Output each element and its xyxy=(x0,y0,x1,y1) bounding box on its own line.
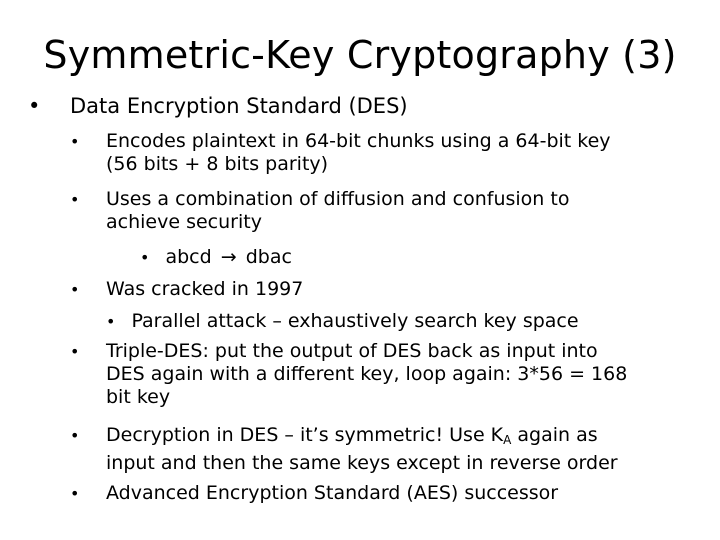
text-line: Advanced Encryption Standard (AES) successor xyxy=(106,482,559,504)
bullet-marker: • xyxy=(70,342,80,361)
bullet-marker: • xyxy=(70,190,80,209)
sub-bullet-text xyxy=(106,278,716,301)
text-line: bit key xyxy=(106,386,171,408)
sub-bullet-text xyxy=(106,130,716,176)
sub-sub-bullet-parallel-attack xyxy=(106,310,579,333)
bullet-marker: • xyxy=(70,280,80,299)
example-output: dbac xyxy=(245,246,292,268)
text-line: achieve security xyxy=(106,211,262,233)
bullet-marker: • xyxy=(70,484,80,503)
bullet-text: Data Encryption Standard (DES) xyxy=(70,94,408,118)
text-line: Encodes plaintext in 64-bit chunks using a 64-bit key xyxy=(106,130,611,152)
text-segment: Decryption in DES – it’s symmetric! Use K xyxy=(106,424,504,446)
text-line xyxy=(106,424,716,452)
text-line: DES again with a different key, loop again: 3*56 = 168 xyxy=(106,363,628,385)
bullet-marker: • xyxy=(28,94,41,118)
bullet-marker: • xyxy=(140,248,150,267)
text-segment: again as xyxy=(511,424,598,446)
text-line: Uses a combination of diffusion and confusion to xyxy=(106,188,570,210)
sub-sub-bullet-text: Parallel attack – exhaustively search key space xyxy=(131,310,579,332)
text-line: Triple-DES: put the output of DES back as input into xyxy=(106,340,598,362)
sub-bullet-text xyxy=(106,340,716,409)
sub-bullet-text xyxy=(106,482,716,505)
example-input: abcd xyxy=(165,246,212,268)
sub-bullet-text xyxy=(106,188,716,234)
example-permutation xyxy=(140,246,292,269)
bullet-marker: • xyxy=(70,426,80,445)
bullet-marker: • xyxy=(70,132,80,151)
slide-title: Symmetric-Key Cryptography (3) xyxy=(43,33,677,77)
subscript: A xyxy=(503,433,512,447)
text-line: input and then the same keys except in reverse order xyxy=(106,452,618,474)
text-line: (56 bits + 8 bits parity) xyxy=(106,153,329,175)
arrow-right-icon: → xyxy=(220,246,237,268)
bullet-marker: • xyxy=(106,312,116,331)
text-line: Was cracked in 1997 xyxy=(106,278,304,300)
sub-bullet-text xyxy=(106,424,716,475)
